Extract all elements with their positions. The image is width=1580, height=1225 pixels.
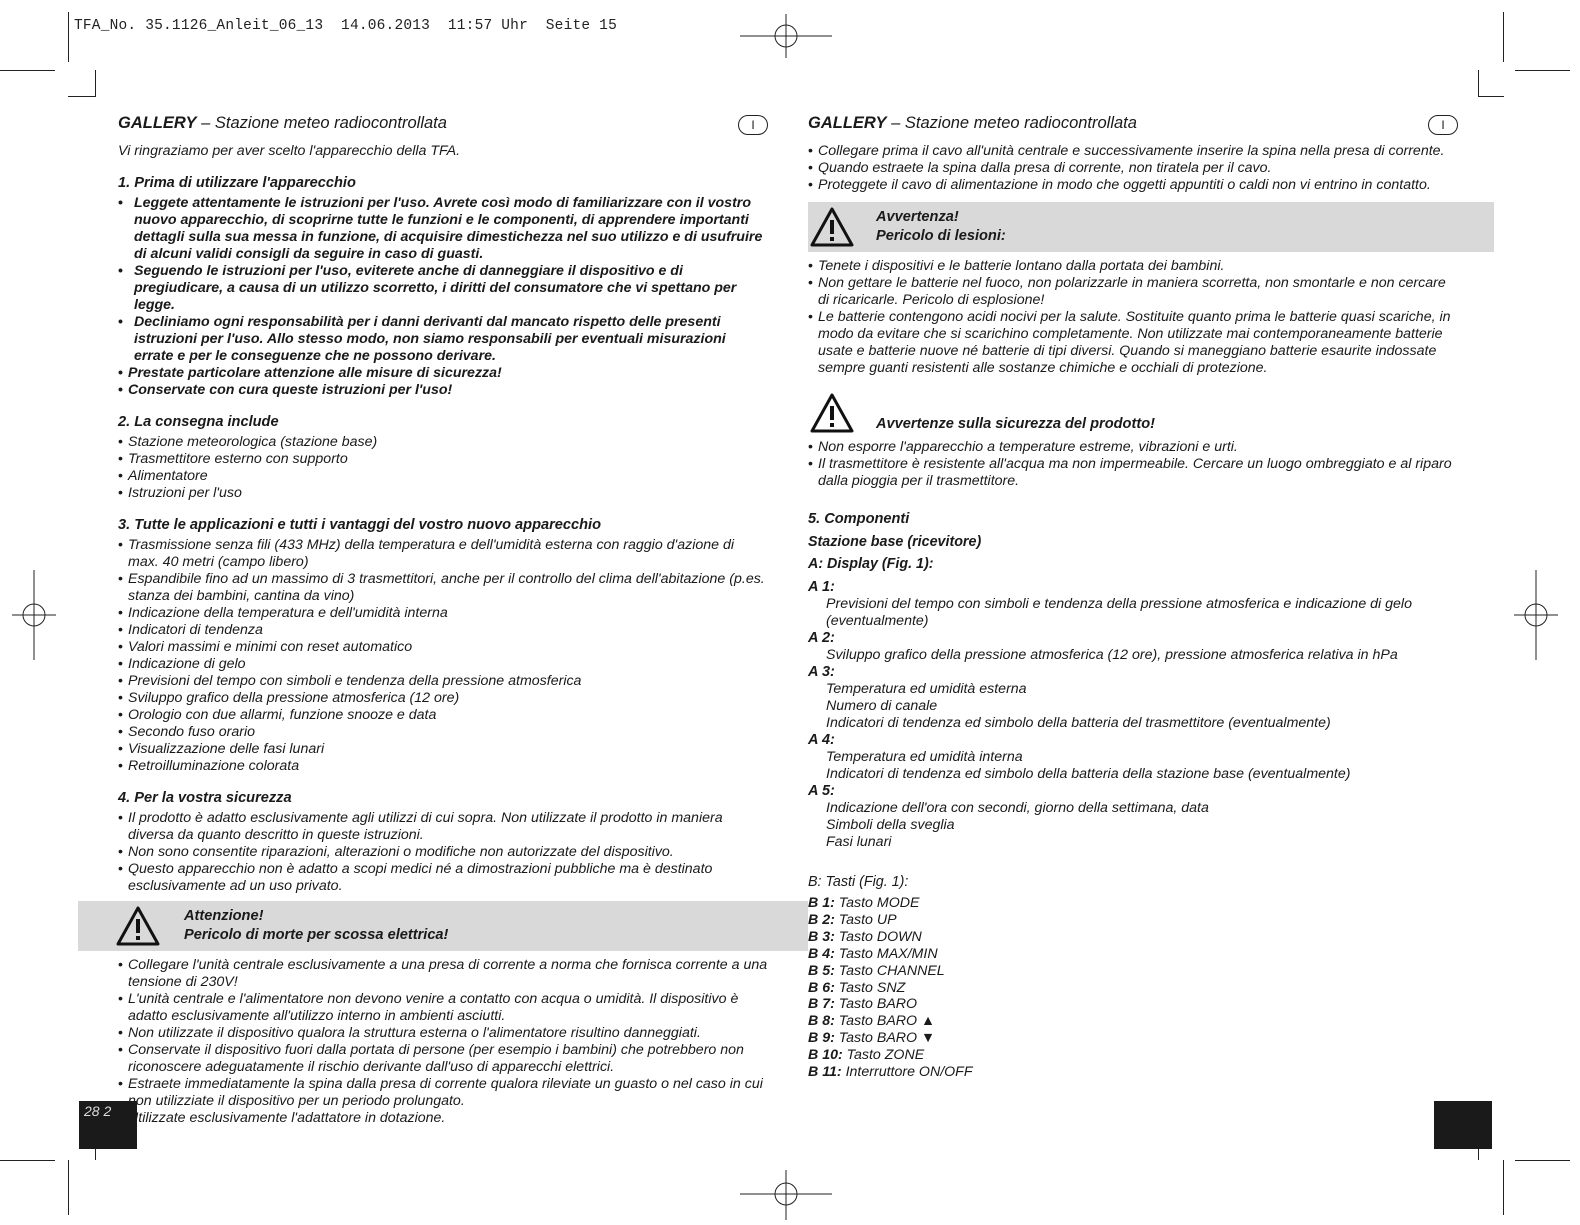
section-heading-3: 3. Tutte le applicazioni e tutti i vantaggi del vostro nuovo apparecchio [118,517,602,533]
section-2-list [118,434,768,502]
warning-triangle-icon [810,207,854,247]
warning-text [184,907,448,945]
key-row: B 11: Interruttore ON/OFF [808,1064,973,1081]
list-item: • Alimentatore [118,468,768,485]
warning-title: Attenzione! [184,908,264,924]
warning-product-list [808,439,1458,490]
warning-box-injury [808,202,1494,252]
registration-mark-right [1514,570,1558,660]
list-item: • Collegare l'unità centrale esclusivamente a una presa di corrente a norma che fornisca corrente a una tensione di 230V! [118,957,768,991]
list-item: • Conservate il dispositivo fuori dalla portata di persone (per esempio i bambini) che potrebbero non riconoscere adeguatamente il rischio derivante dall'uso di apparecchi elettrici. [118,1042,768,1076]
registration-mark-left [12,570,56,660]
list-item: • Decliniamo ogni responsabilità per i danni derivanti dal mancato rispetto delle presenti istruzioni per l'uso. Allo stesso modo, non siamo responsabili per eventuali misurazioni errate e per le conseguenze che ne possono derivare. [118,314,768,365]
key-row: B 7: Tasto BARO [808,996,918,1013]
list-item: • Leggete attentamente le istruzioni per l'uso. Avrete così modo di familiarizzare con il vostro nuovo apparecchio, di scoprirne tutte le funzioni e le componenti, di apprendere importanti dettagli sulla sua messa in funzione, di acquisire dimestichezza nel suo utilizzo e di usufruire di alcuni validi consigli da seguire in caso di guasti. [118,195,768,263]
display-item-a2 [808,630,1458,664]
key-row: B 8: Tasto BARO ▲ [808,1013,936,1030]
item-label: A 4: [808,732,835,748]
list-item: • Utilizzate esclusivamente l'adattatore in dotazione. [118,1110,768,1127]
list-item: • Collegare prima il cavo all'unità centrale e successivamente inserire la spina nella presa di corrente. [808,143,1458,160]
warning-box-electric [78,901,808,951]
list-item: • Questo apparecchio non è adatto a scopi medici né a dimostrazioni pubbliche ma è destinato esclusivamente ad un uso privato. [118,861,768,895]
list-item: • Retroilluminazione colorata [118,758,768,775]
section-heading-5: 5. Componenti [808,511,910,527]
section-heading-1: 1. Prima di utilizzare l'apparecchio [118,175,356,191]
list-item: • L'unità centrale e l'alimentatore non devono venire a contatto con acqua o umidità. Il dispositivo è adatto esclusivamente all'utilizzo interno in ambienti asciutti. [118,991,768,1025]
item-line: Indicatori di tendenza ed simbolo della batteria della stazione base (eventualmente) [826,766,1351,782]
item-line: Sviluppo grafico della pressione atmosferica (12 ore), pressione atmosferica relativa in hPa [826,647,1398,663]
display-item-a3 [808,664,1458,732]
section-heading-2: 2. La consegna include [118,414,279,430]
right-page-title [808,112,1458,136]
list-item: • Non esporre l'apparecchio a temperature estreme, vibrazioni e urti. [808,439,1458,456]
warning-subtitle: Pericolo di morte per scossa elettrica! [184,927,449,943]
list-item: • Istruzioni per l'uso [118,485,768,502]
warning-triangle-icon [810,393,854,433]
left-column [118,112,768,1141]
item-line: Temperatura ed umidità esterna [826,681,1027,697]
list-item: • Tenete i dispositivi e le batterie lontano dalla portata dei bambini. [808,258,1458,275]
display-item-a4 [808,732,1458,783]
warning-box-product [808,391,1494,437]
section-4-list [118,810,768,895]
item-line: Numero di canale [826,698,938,714]
list-item: • Secondo fuso orario [118,724,768,741]
section-3-list [118,537,768,775]
print-header: TFA_No. 35.1126_Anleit_06_13 14.06.2013 11:57 Uhr Seite 15 [74,18,617,34]
title-brand: GALLERY [808,114,887,132]
list-item: • Estraete immediatamente la spina dalla presa di corrente qualora rileviate un guasto o nel caso in cui non utilizziate il dispositivo per un periodo prolungato. [118,1076,768,1110]
item-line: Indicatori di tendenza ed simbolo della batteria del trasmettitore (eventualmente) [826,715,1331,731]
right-column [808,112,1458,1081]
section-1-list [118,195,768,399]
list-item: • Visualizzazione delle fasi lunari [118,741,768,758]
key-row: B 10: Tasto ZONE [808,1047,925,1064]
item-label: A 3: [808,664,835,680]
key-row: B 1: Tasto MODE [808,895,920,911]
warning-text [876,415,1155,434]
list-item: • Il prodotto è adatto esclusivamente agli utilizzi di cui sopra. Non utilizzate il prodotto in maniera diversa da quanto descritto in queste istruzioni. [118,810,768,844]
key-row: B 4: Tasto MAX/MIN [808,945,938,962]
list-item: • Indicazione della temperatura e dell'umidità interna [118,605,768,622]
list-item: • Trasmettitore esterno con supporto [118,451,768,468]
display-item-a5 [808,783,1458,851]
page-tab-right [1434,1101,1492,1149]
warning-subtitle: Pericolo di lesioni: [876,228,1006,244]
registration-mark-top [740,14,832,58]
list-item: • Conservate con cura queste istruzioni per l'uso! [118,382,768,399]
item-line: Simboli della sveglia [826,817,955,833]
key-row: B 2: Tasto UP [808,911,897,928]
intro-text: Vi ringraziamo per aver scelto l'apparecchio della TFA. [118,143,461,159]
key-row: B 3: Tasto DOWN [808,928,922,945]
language-badge: I [1428,115,1458,135]
item-label: A 1: [808,579,835,595]
warning-triangle-icon [116,906,160,946]
cable-list [808,143,1458,194]
title-text: – Stazione meteo radiocontrollata [886,114,1137,132]
list-item: • Seguendo le istruzioni per l'uso, eviterete anche di danneggiare il dispositivo e di pregiudicare, a causa di un utilizzo scorretto, i diritti del consumatore che vi spettano per legge. [118,263,768,314]
list-item: • Previsioni del tempo con simboli e tendenza della pressione atmosferica [118,673,768,690]
key-row: B 9: Tasto BARO ▼ [808,1030,936,1047]
item-label: A 2: [808,630,835,646]
warning-title: Avvertenze sulla sicurezza del prodotto! [876,416,1155,432]
station-subheading: Stazione base (ricevitore) [808,534,982,550]
left-page-title [118,112,768,136]
list-item: • Sviluppo grafico della pressione atmosferica (12 ore) [118,690,768,707]
keys-list [808,895,1458,1081]
section-heading-4: 4. Per la vostra sicurezza [118,790,292,806]
list-item: • Non utilizzate il dispositivo qualora la struttura esterna o l'alimentatore risultino danneggiati. [118,1025,768,1042]
list-item: • Prestate particolare attenzione alle misure di sicurezza! [118,365,768,382]
list-item: • Quando estraete la spina dalla presa di corrente, non tiratela per il cavo. [808,160,1458,177]
item-line: Previsioni del tempo con simboli e tendenza della pressione atmosferica e indicazione di gelo (eventualmente) [826,596,1412,629]
list-item: • Non gettare le batterie nel fuoco, non polarizzarle in maniera scorretta, non smontarle e non cercare di ricaricarle. Pericolo di esplosione! [808,275,1458,309]
list-item: • Trasmissione senza fili (433 MHz) della temperatura e dell'umidità esterna con raggio d'azione di max. 40 metri (campo libero) [118,537,768,571]
warning-title: Avvertenza! [876,209,959,225]
display-items [808,579,1458,851]
item-line: Temperatura ed umidità interna [826,749,1023,765]
title-text: – Stazione meteo radiocontrollata [196,114,447,132]
key-row: B 5: Tasto CHANNEL [808,962,945,979]
display-heading: A: Display (Fig. 1): [808,556,934,572]
registration-mark-bottom [740,1170,832,1220]
warning-injury-list [808,258,1458,377]
item-label: A 5: [808,783,835,799]
keys-heading: B: Tasti (Fig. 1): [808,874,909,890]
key-row: B 6: Tasto SNZ [808,979,906,996]
language-badge: I [738,115,768,135]
list-item: • Stazione meteorologica (stazione base) [118,434,768,451]
list-item: • Espandibile fino ad un massimo di 3 trasmettitori, anche per il controllo del clima dell'abitazione (p.es. stanza dei bambini, cantina da vino) [118,571,768,605]
warning-text [876,208,1006,246]
list-item: • Orologio con due allarmi, funzione snooze e data [118,707,768,724]
list-item: • Indicazione di gelo [118,656,768,673]
list-item: • Il trasmettitore è resistente all'acqua ma non impermeabile. Cercare un luogo ombreggiato e al riparo dalla pioggia per il trasmettitore. [808,456,1458,490]
list-item: • Indicatori di tendenza [118,622,768,639]
list-item: • Proteggete il cavo di alimentazione in modo che oggetti appuntiti o caldi non vi entrino in contatto. [808,177,1458,194]
list-item: • Non sono consentite riparazioni, alterazioni o modifiche non autorizzate del dispositivo. [118,844,768,861]
item-line: Fasi lunari [826,834,892,850]
display-item-a1 [808,579,1458,630]
list-item: • Le batterie contengono acidi nocivi per la salute. Sostituite quanto prima le batterie quasi scariche, in modo da evitare che si scarichino completamente. Non utilizzate mai contemporaneamente batterie usate e batterie nuove né batterie di tipi diversi. Quando si maneggiano batterie esaurite indossate sempre guanti resistenti alle sostanze chimiche e occhiali di protezione. [808,309,1458,377]
title-brand: GALLERY [118,114,197,132]
list-item: • Valori massimi e minimi con reset automatico [118,639,768,656]
item-line: Indicazione dell'ora con secondi, giorno della settimana, data [826,800,1209,816]
warning-electric-list [118,957,768,1127]
page-number: 28 2 [84,1103,112,1119]
